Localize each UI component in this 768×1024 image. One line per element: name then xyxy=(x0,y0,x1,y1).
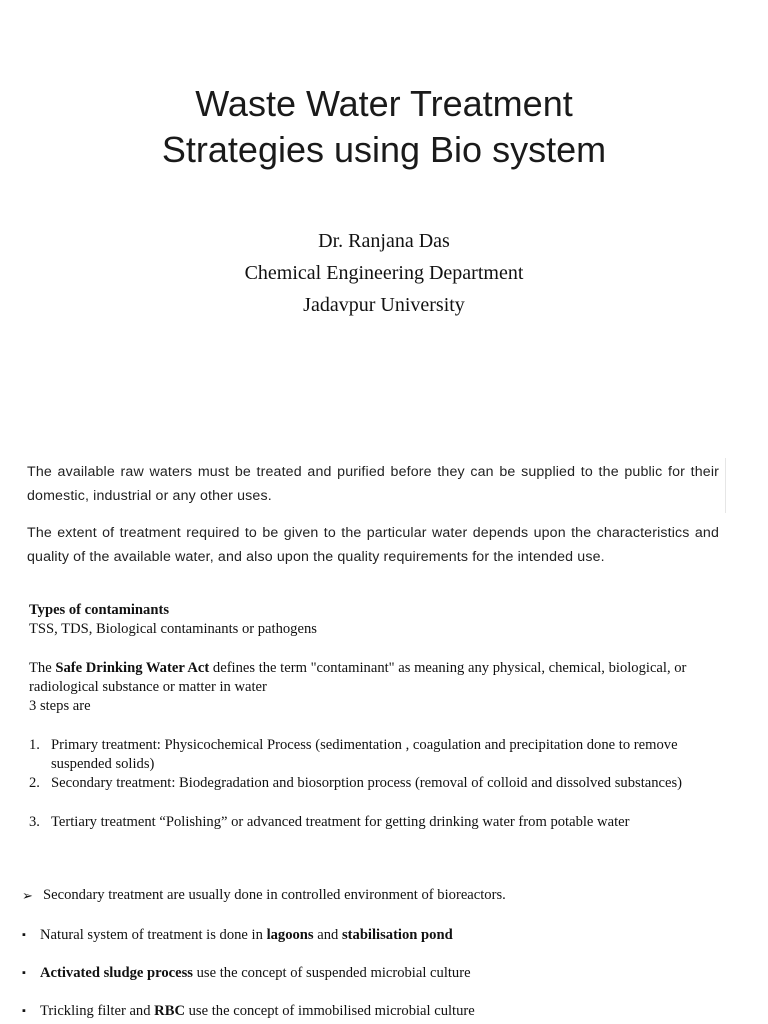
bullet-text xyxy=(40,1002,740,1021)
bullet-text-part: use the concept of immobilised microbial culture xyxy=(184,1003,475,1019)
intro-paragraph-1: The available raw waters must be treated and purified before they can be supplied to the public for their domestic, industrial or any other uses. xyxy=(27,464,719,504)
bullet-text-part: Natural system of treatment is done in xyxy=(40,927,267,943)
bullet-bold-activated-sludge: Activated sludge process xyxy=(40,965,193,981)
contaminants-heading: Types of contaminants xyxy=(29,602,170,618)
bullet-bold-rbc: RBC xyxy=(154,1003,185,1019)
slide-title-line-2: Strategies using Bio system xyxy=(161,129,607,170)
slide-title-line-1: Waste Water Treatment xyxy=(195,83,573,124)
arrow-bullet-icon: ➢ xyxy=(22,888,33,903)
square-bullet-icon: ▪ xyxy=(22,967,26,979)
bullet-text xyxy=(40,926,740,945)
square-bullet-icon: ▪ xyxy=(22,929,26,941)
step-text: Tertiary treatment “Polishing” or advanced treatment for getting drinking water from potable water xyxy=(51,814,630,830)
author-name: Dr. Ranjana Das xyxy=(318,230,450,252)
step-text: Primary treatment: Physicochemical Process (sedimentation , coagulation and precipitation done to remove suspended solids) xyxy=(51,737,678,772)
bullet-text-part: Trickling filter and xyxy=(40,1003,155,1019)
step-number: 2. xyxy=(29,775,40,791)
intro-paragraph-2: The extent of treatment required to be given to the particular water depends upon the characteristics and quality of the available water, and also upon the quality requirements for the intended use. xyxy=(27,525,719,565)
step-text: Secondary treatment: Biodegradation and biosorption process (removal of colloid and dissolved substances) xyxy=(51,775,683,791)
sdwa-prefix: The xyxy=(29,660,56,676)
bullet-bold-lagoons: lagoons xyxy=(266,927,314,943)
sdwa-definition: defines the term "contaminant" as meaning any physical, chemical, biological, or radiological substance or matter in water xyxy=(29,660,687,695)
author-department: Chemical Engineering Department xyxy=(244,262,524,284)
steps-intro: 3 steps are xyxy=(29,698,91,714)
bullet-bold-stabilisation-pond: stabilisation pond xyxy=(341,927,453,943)
bullet-text xyxy=(40,964,740,983)
bullet-text: Secondary treatment are usually done in controlled environment of bioreactors. xyxy=(43,887,506,903)
contaminants-list: TSS, TDS, Biological contaminants or pathogens xyxy=(29,621,317,637)
sdwa-paragraph xyxy=(29,659,719,697)
step-number: 1. xyxy=(29,737,40,753)
bullet-text-part: and xyxy=(313,927,342,943)
sdwa-act-name: Safe Drinking Water Act xyxy=(55,660,210,676)
step-number: 3. xyxy=(29,814,40,830)
bullet-text-part: use the concept of suspended microbial culture xyxy=(192,965,471,981)
square-bullet-icon: ▪ xyxy=(22,1005,26,1017)
image-edge-divider xyxy=(725,458,726,513)
author-university: Jadavpur University xyxy=(303,294,465,316)
